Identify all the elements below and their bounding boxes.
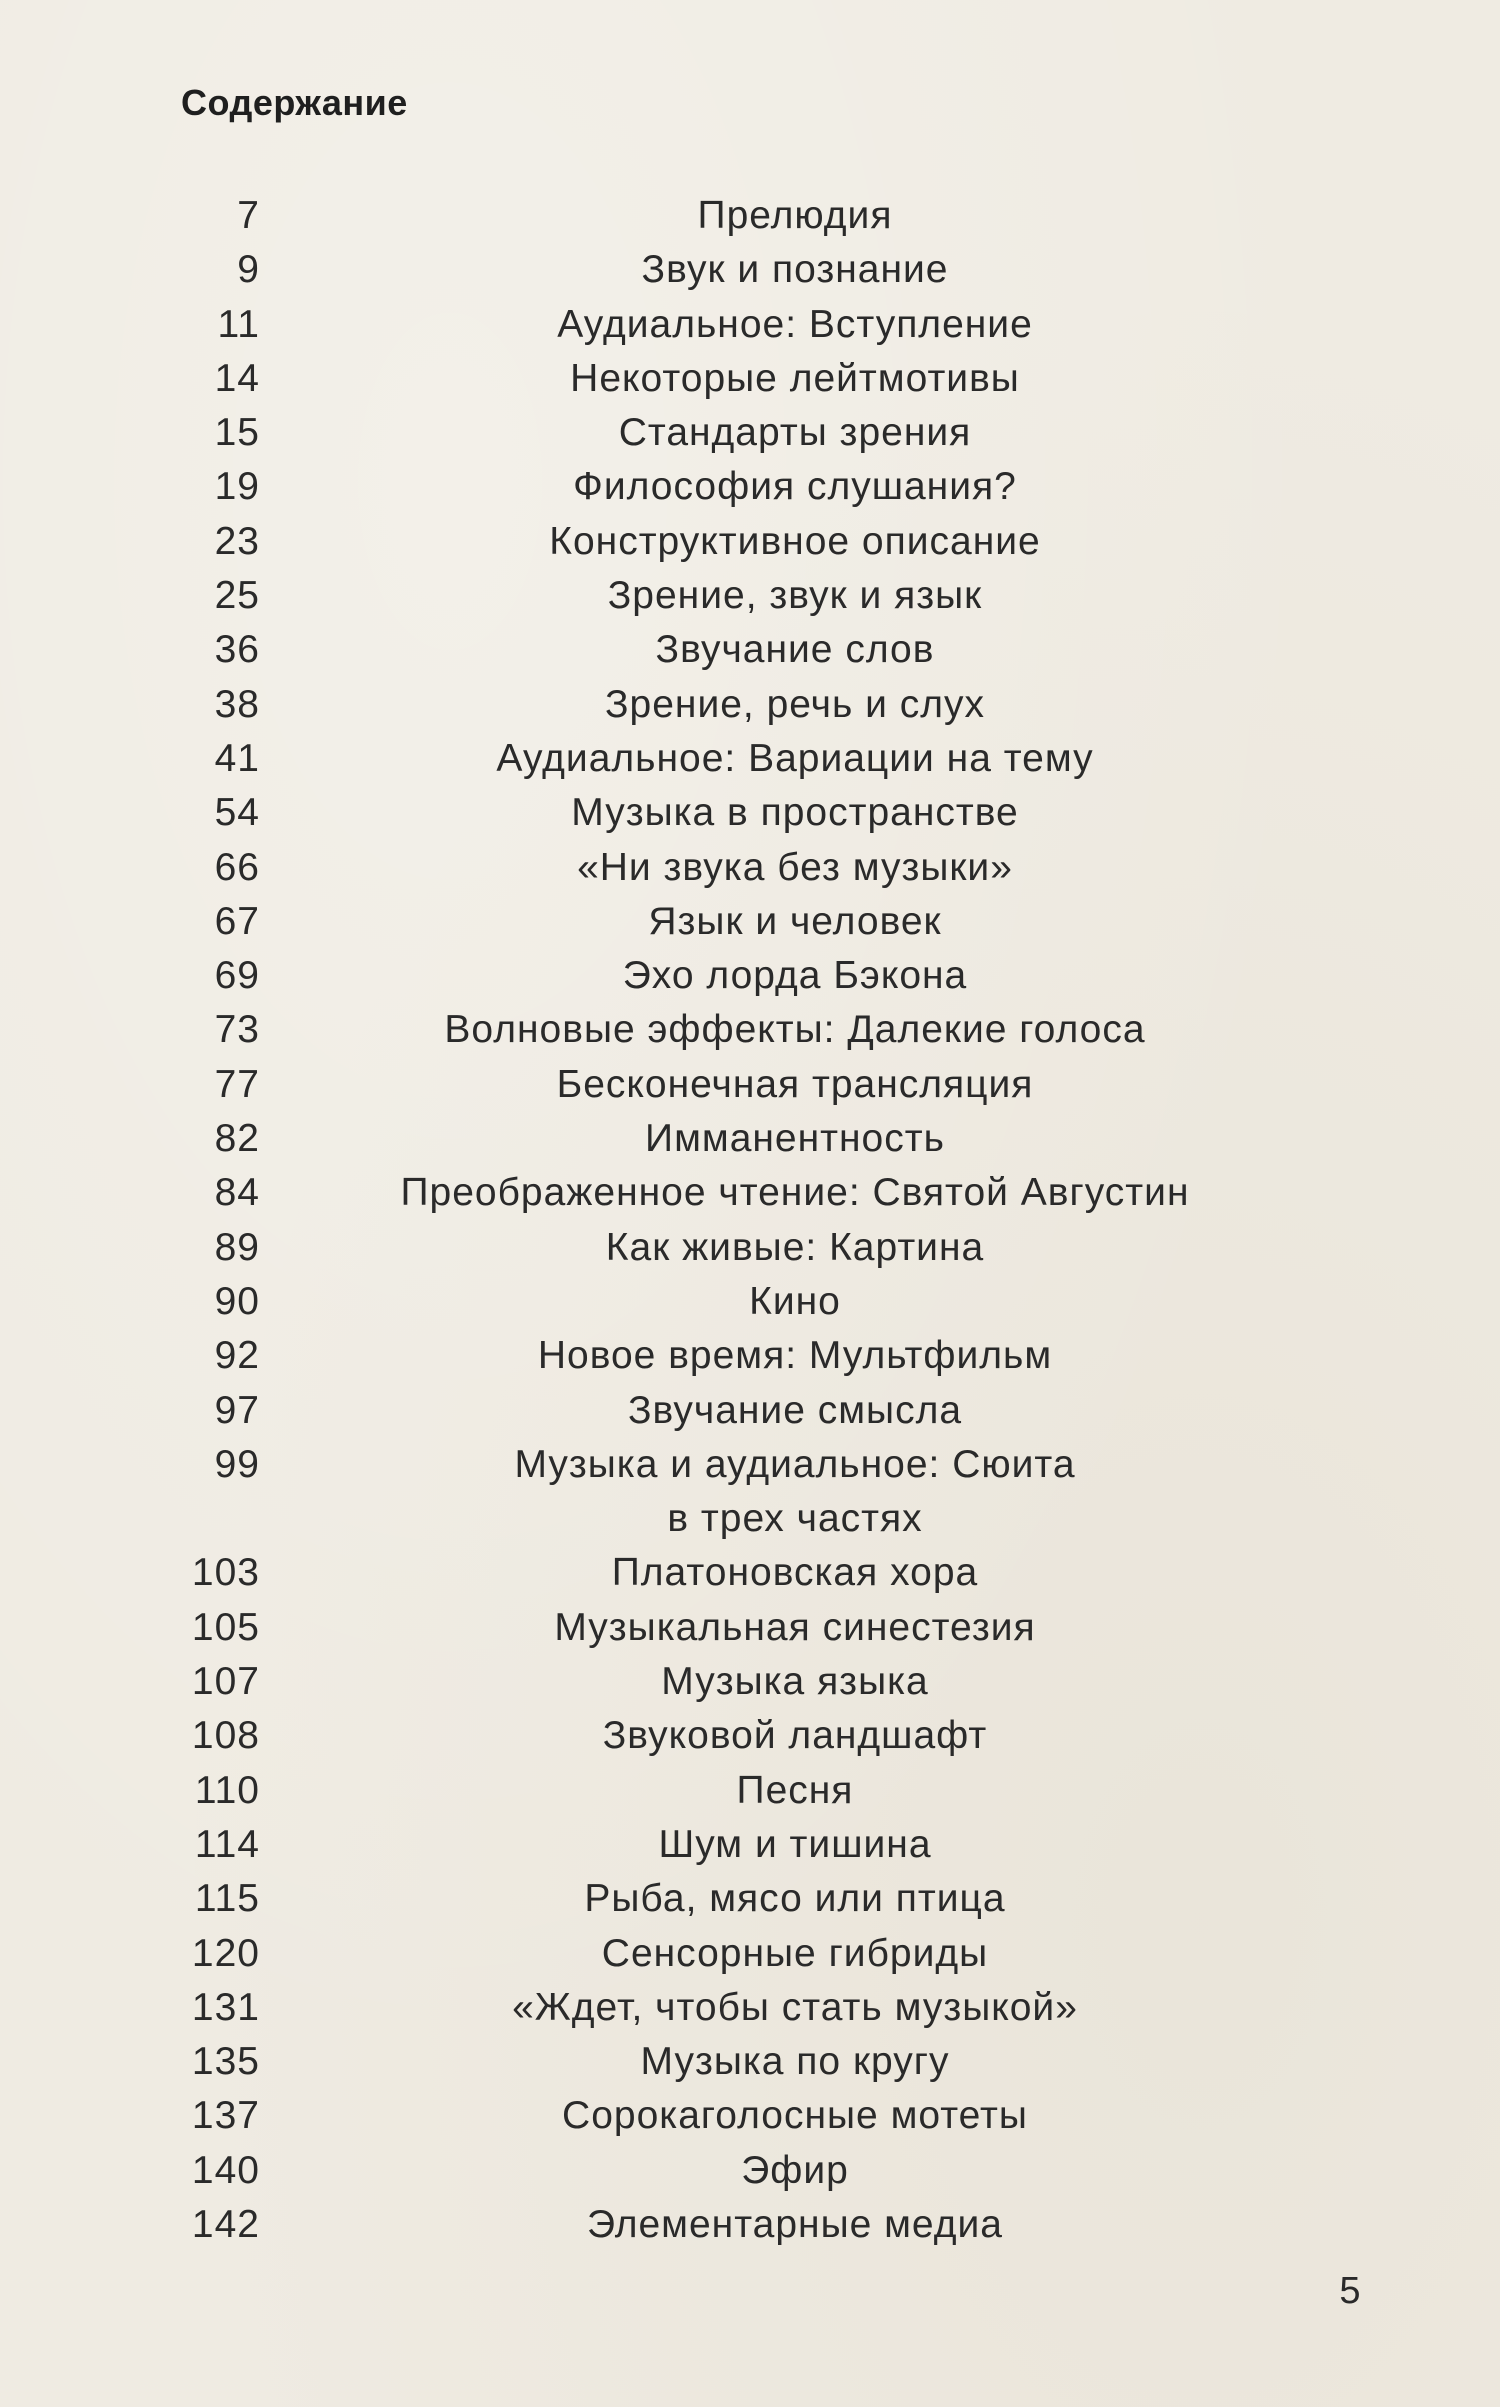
toc-entry-page: 7 [237,194,260,237]
toc-entry-title: Зрение, речь и слух [604,682,986,726]
toc-entry [0,1112,1500,1166]
toc-entry [0,460,1500,514]
toc-entry [0,1058,1500,1112]
toc-entry-page: 19 [214,465,260,509]
toc-entry-title: Элементарные медиа [587,2202,1003,2246]
toc-entry [0,2035,1500,2089]
toc-entry-page: 107 [191,1660,260,1704]
toc-entry-title: Рыба, мясо или птица [584,1877,1006,1921]
toc-entry-page: 120 [191,1931,260,1975]
toc-entry-page: 67 [214,899,260,943]
toc-entry-page: 25 [214,574,260,618]
toc-entry [0,406,1500,460]
toc-entry-title: Преображенное чтение: Святой Августин [400,1171,1190,1215]
toc-entry-page: 36 [214,628,260,672]
toc-entry-title: Музыка в пространстве [571,791,1019,835]
toc-entry [0,2144,1500,2198]
toc-entry [0,895,1500,949]
toc-entry [0,623,1500,677]
toc-entry-title: Эхо лорда Бэкона [622,954,968,998]
toc-entry [0,2089,1500,2143]
toc-entry-title: в трех частях [667,1497,923,1541]
toc-entry [0,1709,1500,1763]
toc-entry [0,569,1500,623]
toc-entry [0,243,1500,297]
toc-entry-title: Конструктивное описание [549,519,1041,563]
toc-entry-page: 14 [214,356,260,400]
toc-entry [0,2198,1500,2252]
toc-entry-title: Музыка по кругу [640,2040,950,2084]
toc-entry-page: 84 [214,1171,260,1215]
toc-entry [0,298,1500,352]
toc-entry-page: 23 [214,519,260,563]
toc-entry-title: Эфир [741,2148,849,2192]
toc-entry-page: 105 [191,1605,260,1649]
toc-entry [0,352,1500,406]
toc-entry-page: 131 [191,1985,260,2029]
toc-entry-page: 108 [191,1714,260,1758]
toc-entry-title: Шум и тишина [658,1822,932,1866]
toc-entry-title: Как живые: Картина [605,1225,985,1269]
toc-entry [0,1492,1500,1546]
toc-entry [0,1329,1500,1383]
toc-entry-title: Песня [736,1768,854,1812]
toc-entry-page: 99 [214,1442,260,1486]
toc-entry-title: Музыкальная синестезия [554,1605,1036,1649]
toc-entry-page: 15 [214,411,260,455]
toc-entry-page: 69 [214,954,260,998]
toc-entry [0,1384,1500,1438]
toc-entry [0,1872,1500,1926]
toc-entry-page: 73 [214,1008,260,1052]
toc-entry-title: Стандарты зрения [618,411,972,455]
toc-entry-page: 89 [214,1225,260,1269]
toc-entry-title: Имманентность [645,1117,945,1161]
toc-entry-page: 77 [214,1062,260,1106]
toc-entry-title: Звук и познание [641,248,949,292]
toc-entry-page: 38 [214,682,260,726]
toc-entry [0,189,1500,243]
toc-entry-title: Зрение, звук и язык [607,574,983,618]
page-number: 5 [1339,2270,1361,2312]
toc-entry-title: Аудиальное: Вариации на тему [496,736,1094,780]
toc-entry-page: 114 [194,1822,260,1866]
toc-entry-page: 66 [214,845,260,889]
toc-entry-page: 103 [191,1551,260,1595]
toc-entry-title: Язык и человек [648,899,942,943]
toc-entry-title: Платоновская хора [611,1551,979,1595]
toc-entry [0,1003,1500,1057]
toc-entry-title: Музыка и аудиальное: Сюита [514,1442,1076,1486]
toc-entry-page: 110 [194,1768,260,1812]
toc-entry [0,841,1500,895]
toc-entry-title: Звучание слов [655,628,935,672]
table-of-contents [0,189,1500,2252]
toc-entry-page: 142 [191,2202,260,2246]
toc-entry-page: 92 [214,1334,260,1378]
toc-entry-title: Бесконечная трансляция [556,1062,1034,1106]
toc-entry [0,949,1500,1003]
toc-entry-page: 115 [194,1877,260,1921]
toc-entry-title: Прелюдия [697,194,893,237]
toc-entry-title: Звучание смысла [627,1388,963,1432]
toc-entry [0,1818,1500,1872]
toc-entry-title: Аудиальное: Вступление [557,302,1033,346]
toc-entry-title: «Ждет, чтобы стать музыкой» [512,1985,1078,2029]
toc-entry-page: 9 [237,248,260,292]
toc-entry-title: Волновые эффекты: Далекие голоса [444,1008,1146,1052]
toc-entry-title: Философия слушания? [573,465,1017,509]
toc-entry-title: Сорокаголосные мотеты [562,2094,1028,2138]
toc-entry-page: 140 [191,2148,260,2192]
toc-entry-page: 54 [214,791,260,835]
toc-entry [0,1438,1500,1492]
toc-entry-title: Звуковой ландшафт [602,1714,988,1758]
toc-entry-page: 97 [214,1388,260,1432]
toc-entry [0,1981,1500,2035]
toc-entry-page: 135 [191,2040,260,2084]
toc-entry [0,1166,1500,1220]
page-title: Содержание [181,82,408,123]
toc-entry [0,1655,1500,1709]
toc-entry-page: 90 [214,1279,260,1323]
toc-entry-title: Некоторые лейтмотивы [570,356,1020,400]
toc-entry [0,1764,1500,1818]
toc-entry-title: Кино [749,1279,841,1323]
toc-entry-title: Сенсорные гибриды [601,1931,989,1975]
toc-entry-page: 137 [191,2094,260,2138]
toc-entry-page: 11 [217,302,260,346]
toc-entry [0,1221,1500,1275]
toc-entry [0,1601,1500,1655]
toc-entry [0,1927,1500,1981]
toc-entry [0,515,1500,569]
toc-entry [0,786,1500,840]
toc-entry-title: «Ни звука без музыки» [577,845,1013,889]
toc-entry [0,678,1500,732]
toc-entry-page: 82 [214,1117,260,1161]
toc-entry [0,1546,1500,1600]
toc-entry-title: Музыка языка [661,1660,929,1704]
toc-entry-title: Новое время: Мультфильм [537,1334,1053,1378]
toc-entry-page: 41 [214,736,260,780]
toc-entry [0,1275,1500,1329]
toc-entry [0,732,1500,786]
